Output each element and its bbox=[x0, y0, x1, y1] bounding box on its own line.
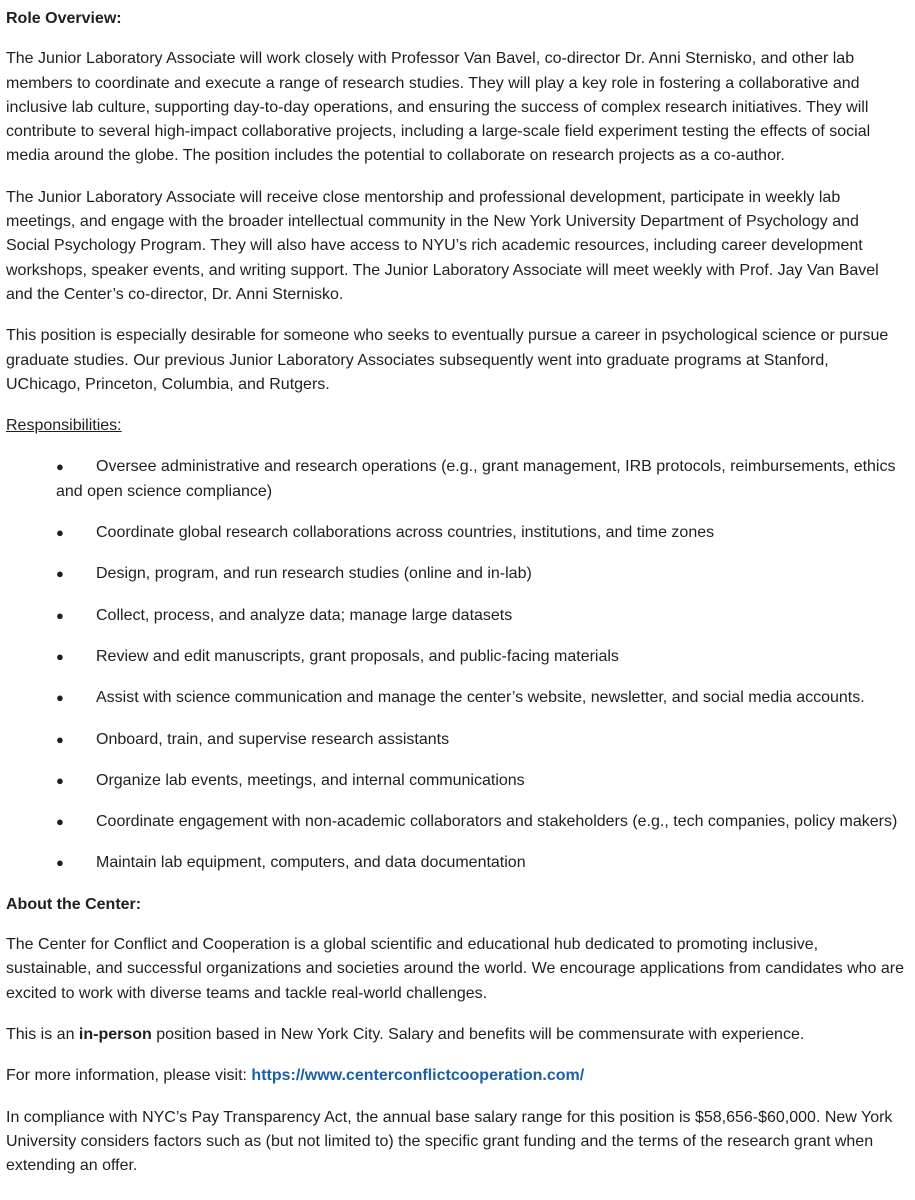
bullet-icon: ● bbox=[56, 566, 64, 582]
list-item-text: Onboard, train, and supervise research assistants bbox=[96, 730, 450, 748]
role-overview-paragraph-2: The Junior Laboratory Associate will receive close mentorship and professional development, participate in weekly lab meetings, and engage with the broader intellectual community in the New York University Department of Psychology and Social Psychology Program. They will also have access to NYU’s rich academic resources, including career development workshops, speaker events, and writing support. The Junior Laboratory Associate will meet weekly with Prof. Jay Van Bavel and the Center’s co-director, Dr. Anni Sternisko. bbox=[6, 188, 879, 303]
bullet-icon: ● bbox=[56, 772, 64, 788]
list-item bbox=[6, 562, 905, 586]
list-item bbox=[6, 645, 905, 669]
bullet-icon: ● bbox=[56, 459, 64, 475]
about-center-paragraph: The Center for Conflict and Cooperation is a global scientific and educational hub dedicated to promoting inclusive, sustainable, and successful organizations and societies around the world. We encourage applications from candidates who are excited to work with diverse teams and tackle real-world challenges. bbox=[6, 936, 905, 1002]
list-item bbox=[6, 455, 905, 504]
list-item bbox=[6, 604, 905, 628]
more-info-prefix: For more information, please visit: bbox=[6, 1067, 252, 1085]
role-overview-paragraph-3: This position is especially desirable for someone who seeks to eventually pursue a career in psychological science or pursue graduate studies. Our previous Junior Laboratory Associates subsequently went into graduate programs at Stanford, UChicago, Princeton, Columbia, and Rutgers. bbox=[6, 327, 889, 393]
list-item bbox=[6, 728, 905, 752]
in-person-emphasis: in-person bbox=[78, 1025, 152, 1043]
bullet-icon: ● bbox=[56, 525, 64, 541]
in-person-suffix: position based in New York City. Salary and benefits will be commensurate with experience. bbox=[151, 1025, 805, 1043]
list-item bbox=[6, 851, 905, 875]
in-person-paragraph bbox=[6, 1023, 905, 1047]
bullet-icon: ● bbox=[56, 855, 64, 871]
role-overview-heading: Role Overview: bbox=[6, 10, 122, 27]
list-item bbox=[6, 769, 905, 793]
bullet-icon: ● bbox=[56, 690, 64, 706]
center-website-link[interactable]: https://www.centerconflictcooperation.com/ bbox=[251, 1067, 585, 1085]
salary-paragraph: In compliance with NYC’s Pay Transparency Act, the annual base salary range for this position is $58,656-$60,000. New York University considers factors such as (but not limited to) the specific grant funding and the terms of the research grant when extending an offer. bbox=[6, 1108, 893, 1175]
bullet-icon: ● bbox=[56, 814, 64, 830]
list-item-text: Maintain lab equipment, computers, and data documentation bbox=[96, 854, 526, 872]
bullet-icon: ● bbox=[56, 607, 64, 623]
list-item-text: Coordinate engagement with non-academic collaborators and stakeholders (e.g., tech companies, policy makers) bbox=[96, 813, 898, 831]
list-item-text: Review and edit manuscripts, grant proposals, and public-facing materials bbox=[96, 647, 619, 665]
more-info-paragraph bbox=[6, 1064, 905, 1088]
list-item-text: Coordinate global research collaborations across countries, institutions, and time zones bbox=[96, 524, 715, 542]
list-item bbox=[6, 810, 905, 834]
list-item-text: Assist with science communication and manage the center’s website, newsletter, and social media accounts. bbox=[96, 689, 865, 707]
list-item bbox=[6, 521, 905, 545]
responsibilities-list bbox=[6, 455, 905, 875]
in-person-prefix: This is an bbox=[6, 1025, 79, 1043]
bullet-icon: ● bbox=[56, 731, 64, 747]
list-item-text: Design, program, and run research studies (online and in-lab) bbox=[96, 565, 532, 583]
about-center-heading: About the Center: bbox=[6, 895, 142, 913]
list-item-text: Collect, process, and analyze data; manage large datasets bbox=[96, 606, 513, 624]
list-item bbox=[6, 686, 905, 710]
list-item-text: Organize lab events, meetings, and internal communications bbox=[96, 771, 525, 789]
bullet-icon: ● bbox=[56, 648, 64, 664]
role-overview-paragraph-1: The Junior Laboratory Associate will work closely with Professor Van Bavel, co-director Dr. Anni Sternisko, and other lab members to coordinate and execute a range of research studies. They will play a key role in fostering a collaborative and inclusive lab culture, supporting day-to-day operations, and ensuring the success of complex research initiatives. They will contribute to several high-impact collaborative projects, including a large-scale field experiment testing the effects of social media around the globe. The position includes the potential to collaborate on research projects as a co-author. bbox=[6, 50, 871, 165]
responsibilities-heading: Responsibilities: bbox=[6, 417, 122, 435]
list-item-text: Oversee administrative and research operations (e.g., grant management, IRB protocols, reimbursements, ethics and open science compliance) bbox=[56, 458, 896, 500]
